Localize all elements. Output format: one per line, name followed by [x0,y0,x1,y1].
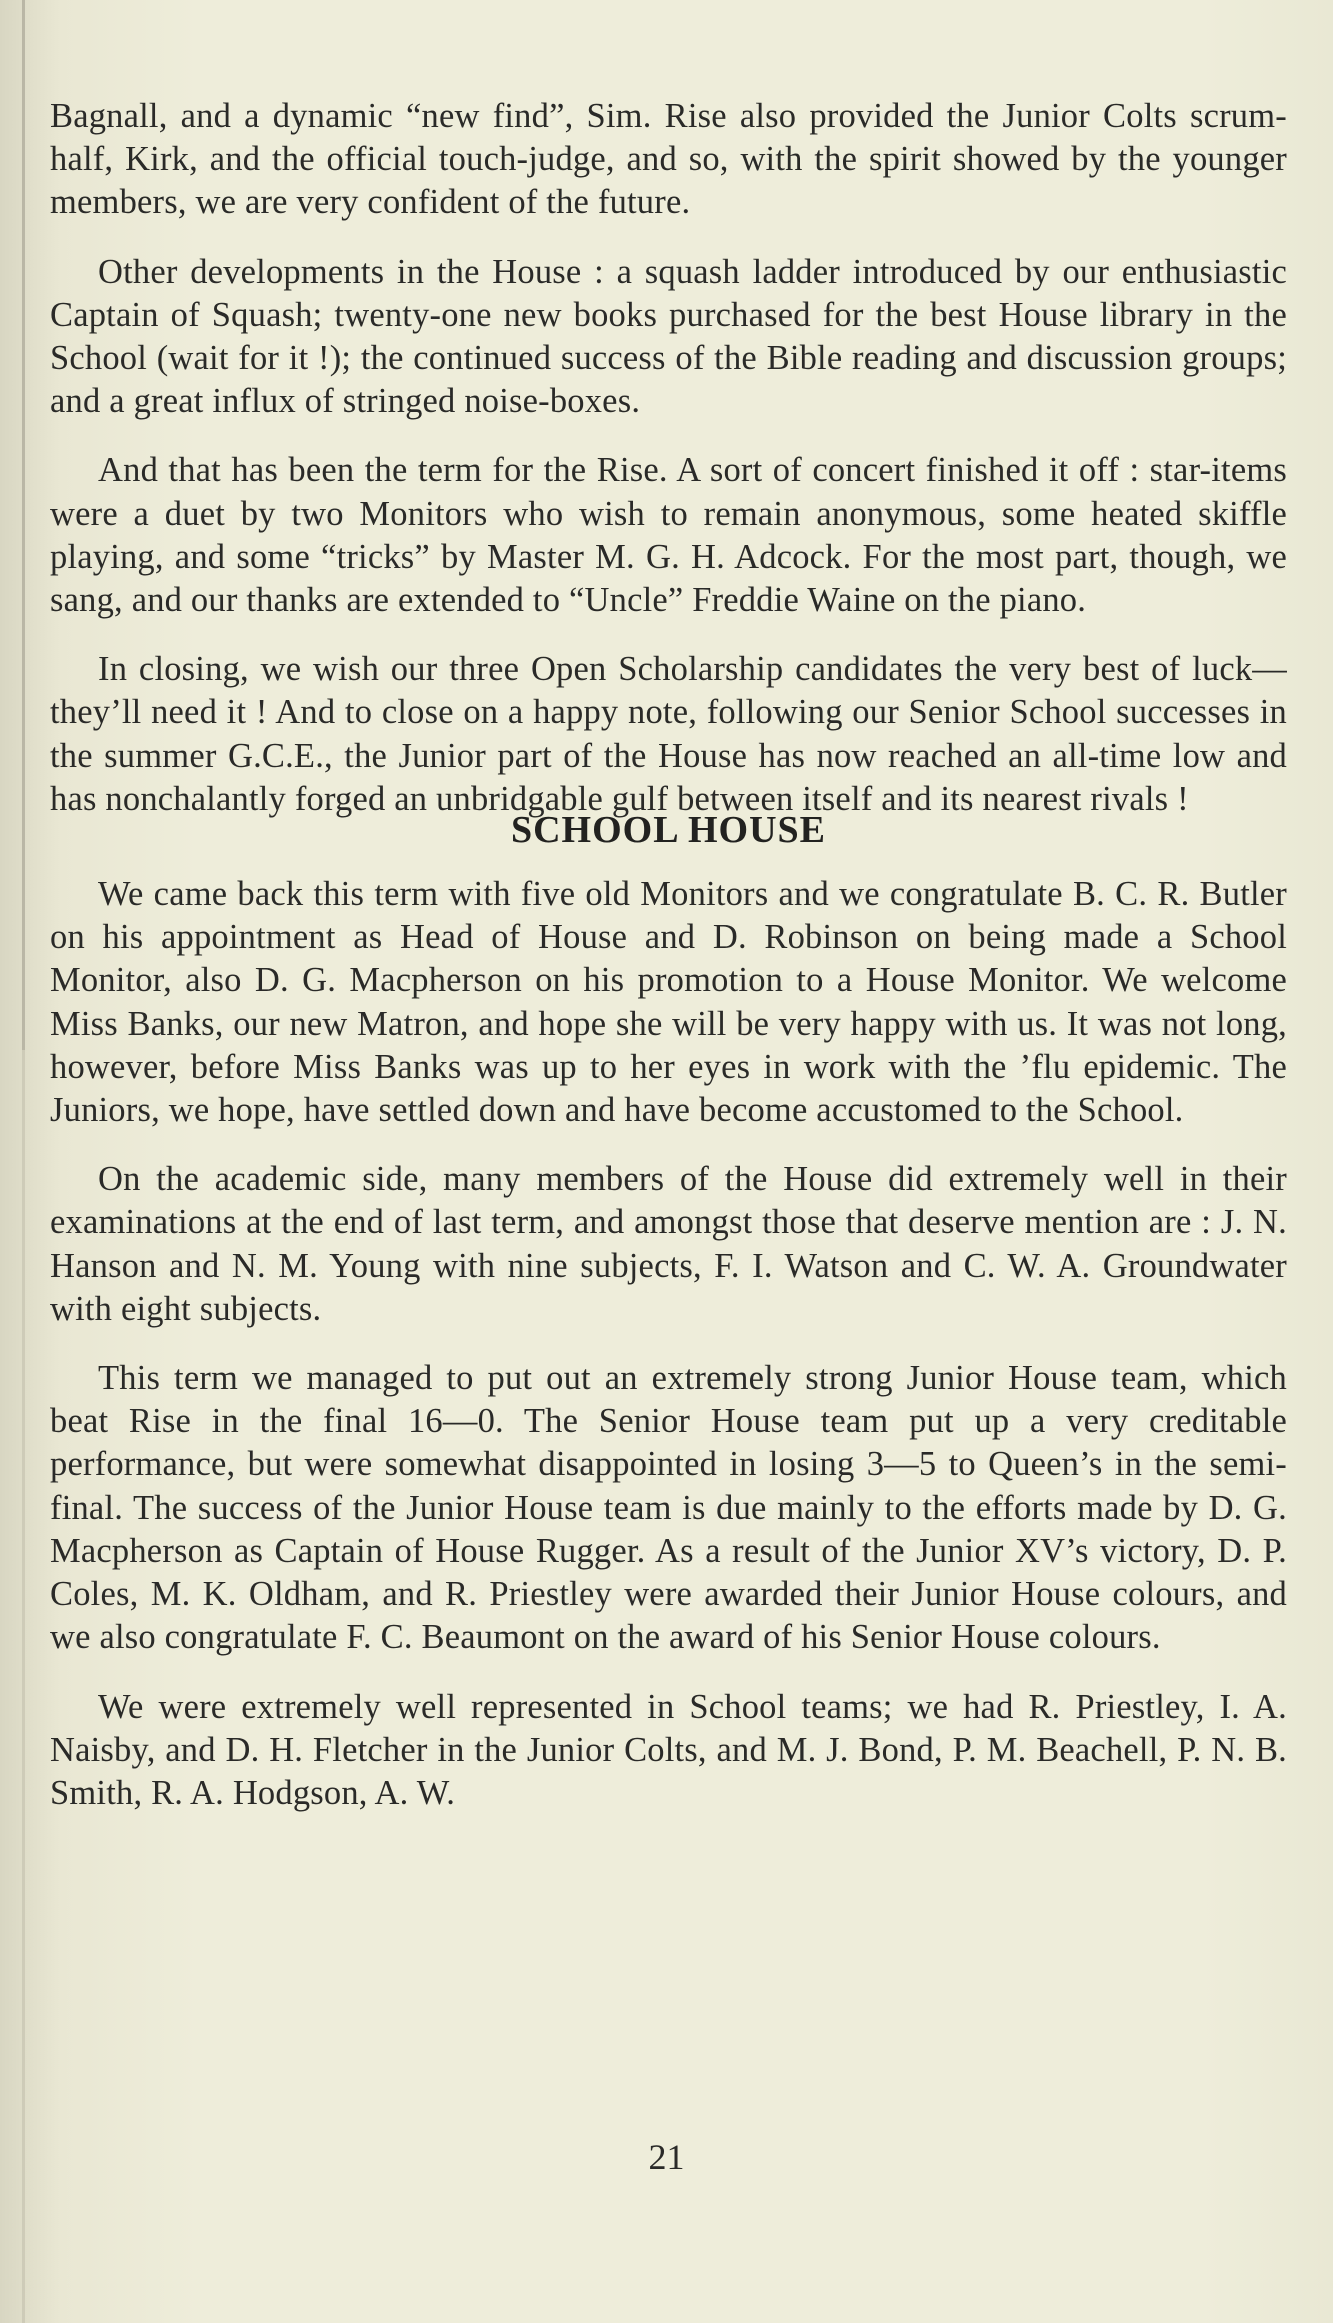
binding-edge [22,0,25,1050]
paragraph-school-house-teams: We were extremely well represented in School teams; we had R. Priestley, I. A. Naisby, and D. H. Fletcher in the Junior Colts, and M. J. Bond, P. M. Beachell, P. N. B. Smith, R. A. Hodgson, A. W. [50,1687,1287,1812]
paragraph-school-house-rugger: This term we managed to put out an extremely strong Junior House team, which beat Rise in the final 16—0. The Senior House team put up a very creditable performance, but were somewhat disappointed in losing 3—5 to Queen’s in the semi-final. The success of the Junior House team is due mainly to the efforts made by D. G. Macpherson as Captain of House Rugger. As a result of the Junior XV’s victory, D. P. Coles, M. K. Oldham, and R. Priestley were awarded their Junior House colours, and we also congratulate F. C. Beaumont on the award of his Senior House colours. [50,1359,1287,1657]
section-heading-school-house: SCHOOL HOUSE [510,809,827,852]
paragraph-rise-closing: In closing, we wish our three Open Scholarship candidates the very best of luck—they’ll need it ! And to close on a happy note, following our Senior School successes in the summer G.C.E., the Junior part of the House has now reached an all-time low and has nonchalantly forged an unbridgable gulf between itself and its nearest rivals ! [50,650,1287,818]
page-number: 21 [648,2137,685,2177]
body-text [50,95,1287,1841]
paragraph-school-house-academic: On the academic side, many members of the House did extremely well in their examinations at the end of last term, and amongst those that deserve mention are : J. N. Hanson and N. M. Young with nine subjects, F. I. Watson and C. W. A. Groundwater with eight subjects. [50,1160,1287,1328]
paragraph-school-house-monitors: We came back this term with five old Monitors and we congratulate B. C. R. Butler on his appointment as Head of House and D. Robinson on being made a School Monitor, also D. G. Macpherson on his promotion to a House Monitor. We welcome Miss Banks, our new Matron, and hope she will be very happy with us. It was not long, however, before Miss Banks was up to her eyes in work with the ’flu epidemic. The Juniors, we hope, have settled down and have become accustomed to the School. [50,875,1287,1130]
binding-edge-lower [22,1050,25,2323]
paragraph-rise-developments: Other developments in the House : a squash ladder introduced by our enthusiastic Captain of Squash; twenty-one new books purchased for the best House library in the School (wait for it !); the continued success of the Bible reading and discussion groups; and a great influx of stringed noise-boxes. [50,252,1287,421]
paragraph-rise-continued: Bagnall, and a dynamic “new find”, Sim. Rise also provided the Junior Colts scrum-half, Kirk, and the official touch-judge, and so, with the spirit showed by the younger members, we are very confident of the future. [50,97,1287,222]
paragraph-rise-concert: And that has been the term for the Rise. A sort of concert finished it off : star-items were a duet by two Monitors who wish to remain anonymous, some heated skiffle playing, and some “tricks” by Master M. G. H. Adcock. For the most part, though, we sang, and our thanks are extended to “Uncle” Freddie Waine on the piano. [50,451,1287,620]
